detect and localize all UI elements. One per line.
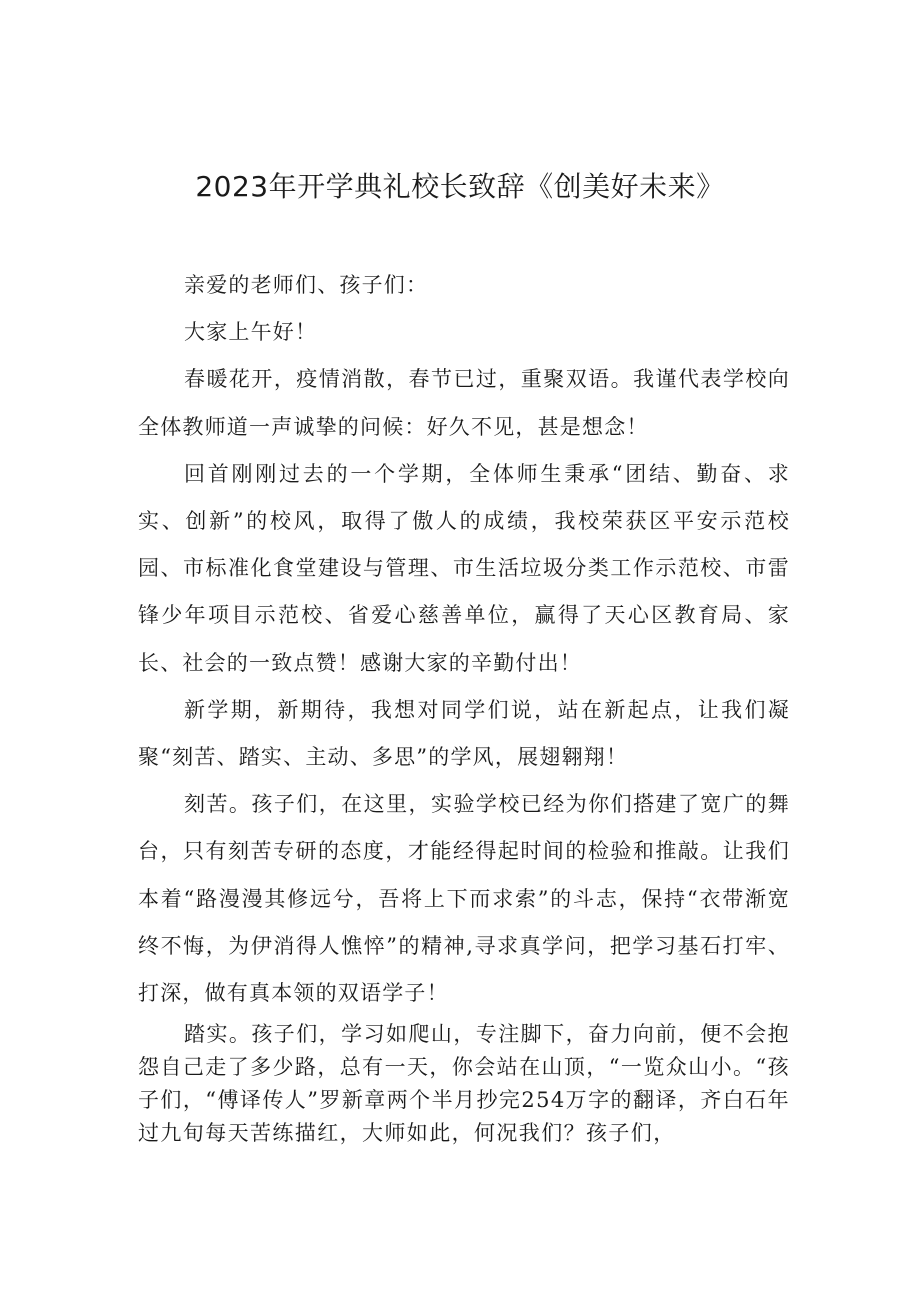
greeting: 亲爱的老师们、孩子们：	[184, 273, 429, 297]
paragraph-review: 回首刚刚过去的一个学期，全体师生秉承“团结、勤奋、求实、创新”的校风，取得了傲人的成绩，我校荣获区平安示范校园、市标准化食堂建设与管理、市生活垃圾分类工作示范校、市雷锋少年项目示范校、省爱心慈善单位，赢得了天心区教育局、家长、社会的一致点赞！感谢大家的辛勤付出！	[138, 461, 790, 675]
speech-body	[138, 262, 790, 1017]
salutation: 大家上午好！	[184, 320, 318, 345]
speech-body-continued	[138, 1018, 790, 1150]
paragraph-new-term: 新学期，新期待，我想对同学们说，站在新起点，让我们凝聚“刻苦、踏实、主动、多思”的学风，展翅翱翔！	[138, 697, 790, 770]
paragraph-spring: 春暖花开，疫情消散，春节已过，重聚双语。我谨代表学校向全体教师道一声诚挚的问候：好久不见，甚是想念！	[138, 367, 790, 439]
paragraph-steadiness: 踏实。孩子们，学习如爬山，专注脚下，奋力向前，便不会抱怨自己走了多少路，总有一天，你会站在山顶，“一览众山小。“孩子们，“傅译传人”罗新章两个半月抄完254万字的翻译，齐白石年过九旬每天苦练描红，大师如此，何况我们？孩子们，	[138, 1022, 790, 1145]
paragraph-diligence: 刻苦。孩子们，在这里，实验学校已经为你们搭建了宽广的舞台，只有刻苦专研的态度，才能经得起时间的检验和推敲。让我们本着“路漫漫其修远兮，吾将上下而求索”的斗志，保持“衣带渐宽终不悔，为伊消得人憔悴”的精神,寻求真学问，把学习基石打牢、打深，做有真本领的双语学子！	[138, 792, 790, 1006]
document-title: 2023年开学典礼校长致辞《创美好未来》	[195, 170, 725, 203]
